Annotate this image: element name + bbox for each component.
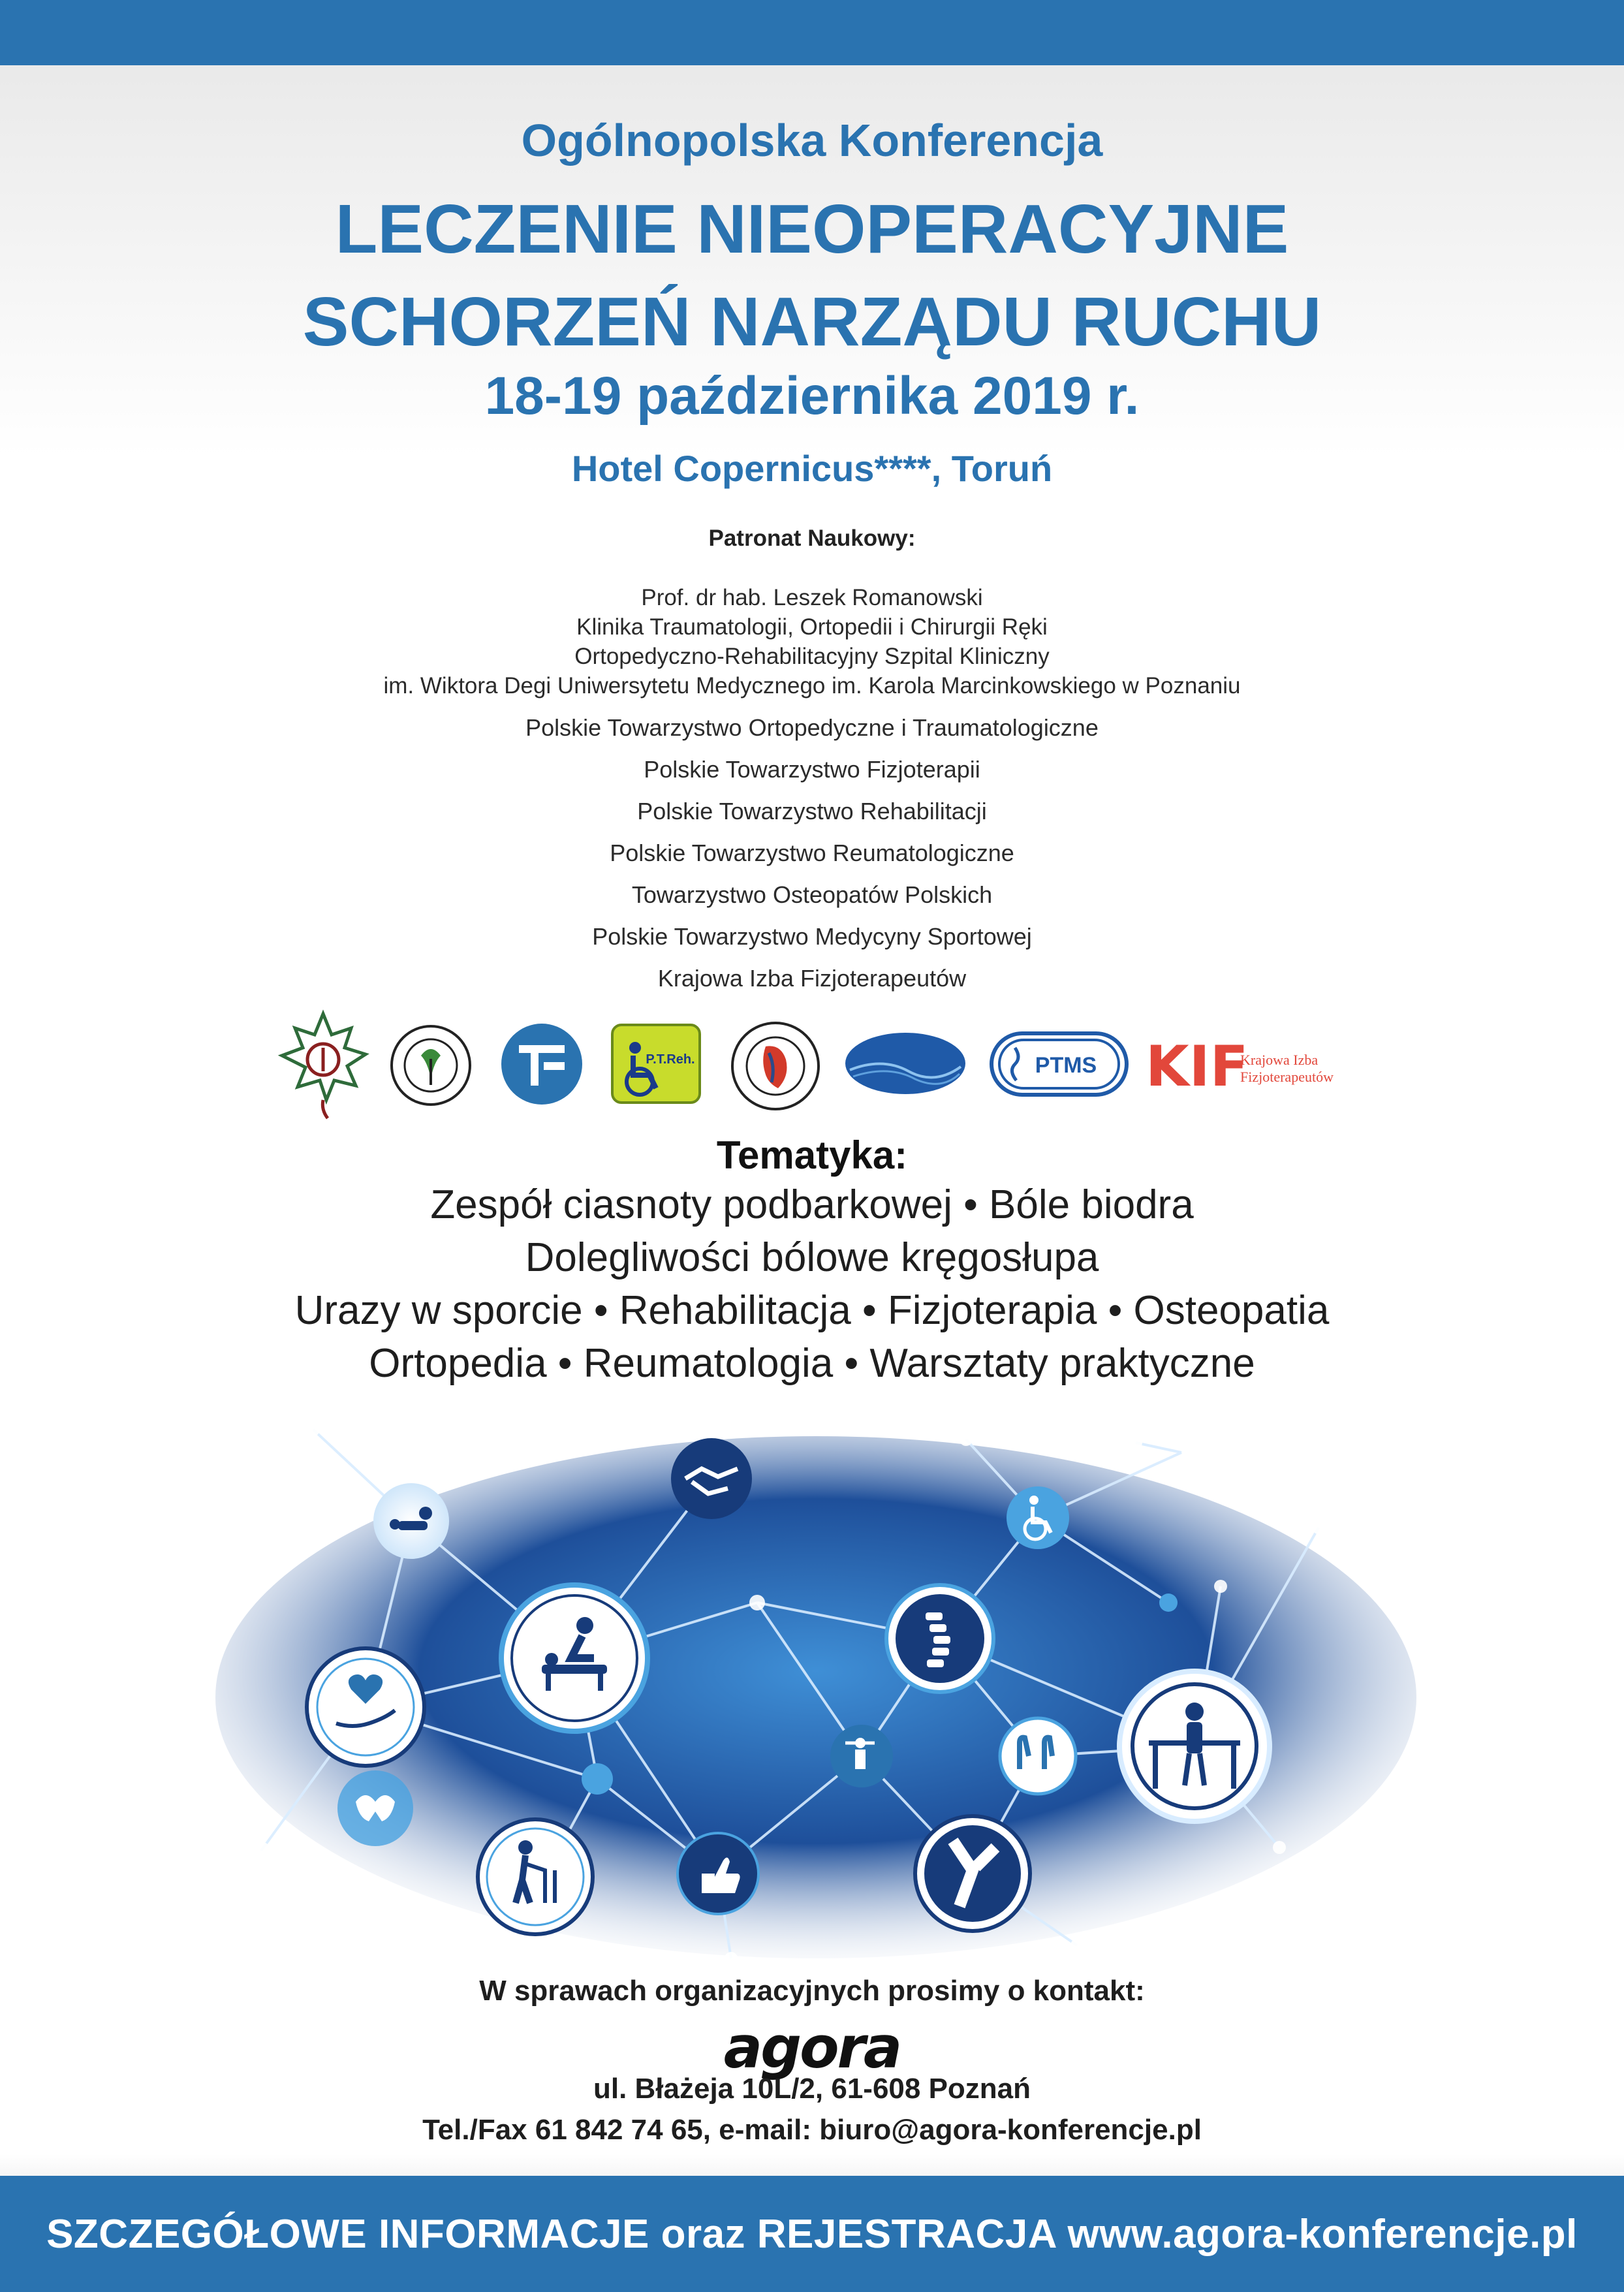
ptreh-logo-text: P.T.Reh. [646,1052,695,1067]
patron-org: Polskie Towarzystwo Reumatologiczne [610,840,1014,866]
medical-network-illustration [196,1417,1436,1971]
kif-logo [1146,1032,1361,1097]
footer-bar [0,2176,1624,2292]
patron-main [0,583,1624,700]
physio-table-icon [501,1585,648,1731]
ptreh-logo [610,1023,702,1105]
topics-list [0,1178,1624,1390]
title-line-1: LECZENIE NIEOPERACYJNE [335,191,1289,268]
patronat-heading: Patronat Naukowy: [708,526,916,551]
kif-logo-mark: KIF [1146,1034,1249,1097]
topic-line: Urazy w sporcie • Rehabilitacja • Fizjoterapia • Osteopatia [294,1288,1330,1333]
pelvis-icon [337,1770,413,1846]
top-logo [843,1031,967,1096]
patron-main-line: im. Wiktora Degi Uniwersytetu Medycznego im. Karola Marcinkowskiego w Poznaniu [383,673,1241,699]
patron-org: Polskie Towarzystwo Fizjoterapii [644,756,980,783]
kif-logo-line1: Krajowa Izba [1240,1052,1319,1068]
contact-address: ul. Błażeja 10L/2, 61-608 Poznań [593,2073,1031,2105]
patron-main-line: Ortopedyczno-Rehabilitacyjny Szpital Kliniczny [574,644,1050,669]
contact-heading: W sprawach organizacyjnych prosimy o kontakt: [479,1975,1145,2007]
patron-main-line: Klinika Traumatologii, Ortopedii i Chirurgii Ręki [576,614,1048,640]
ptms-logo [989,1028,1129,1100]
walker-icon [478,1819,593,1934]
topic-line: Ortopedia • Reumatologia • Warsztaty praktyczne [369,1341,1255,1386]
heart-hand-icon [307,1648,424,1766]
top-bar [0,0,1624,65]
title-line-2: SCHORZEŃ NARZĄDU RUCHU [302,283,1322,360]
ptr-seal-logo [730,1020,821,1112]
rehab-bars-icon [1119,1671,1270,1821]
conference-title [0,183,1624,368]
hands-icon [1000,1718,1076,1794]
exercise-icon [830,1725,893,1787]
conference-date: 18-19 października 2019 r. [484,366,1140,426]
ptoitr-seal-logo [388,1023,473,1108]
conference-subtitle: Ogólnopolska Konferencja [521,115,1103,166]
patron-organizations [0,707,1624,999]
conference-venue: Hotel Copernicus****, Toruń [571,448,1053,489]
tematyka-heading: Tematyka: [716,1133,908,1177]
ptf-logo [499,1022,584,1107]
topic-line: Dolegliwości bólowe kręgosłupa [525,1235,1099,1280]
patron-org: Towarzystwo Osteopatów Polskich [631,881,993,908]
massage-icon [373,1483,449,1559]
patron-main-line: Prof. dr hab. Leszek Romanowski [641,585,983,610]
patron-org: Polskie Towarzystwo Ortopedyczne i Traumatologiczne [525,714,1099,741]
patron-org: Polskie Towarzystwo Medycyny Sportowej [592,923,1032,950]
agora-logo: agora [723,2014,901,2081]
knee-icon [915,1816,1030,1931]
contact-phone-email: Tel./Fax 61 842 74 65, e-mail: biuro@agora-konferencje.pl [422,2114,1202,2146]
patron-logos-row [0,1009,1624,1120]
spine-icon [886,1585,993,1692]
thumbs-up-icon [678,1833,758,1914]
wheelchair-icon [1007,1486,1069,1549]
maple-leaf-logo [274,1009,372,1120]
kif-logo-line2: Fizjoterapeutów [1240,1069,1334,1085]
patron-org: Krajowa Izba Fizjoterapeutów [657,965,967,992]
handshake-icon [671,1438,752,1519]
patron-org: Polskie Towarzystwo Rehabilitacji [637,798,987,824]
topic-line: Zespół ciasnoty podbarkowej • Bóle biodra [430,1182,1194,1227]
ptms-logo-text: PTMS [1035,1053,1097,1078]
footer-registration-link[interactable]: SZCZEGÓŁOWE INFORMACJE oraz REJESTRACJA www.agora-konferencje.pl [46,2211,1578,2257]
